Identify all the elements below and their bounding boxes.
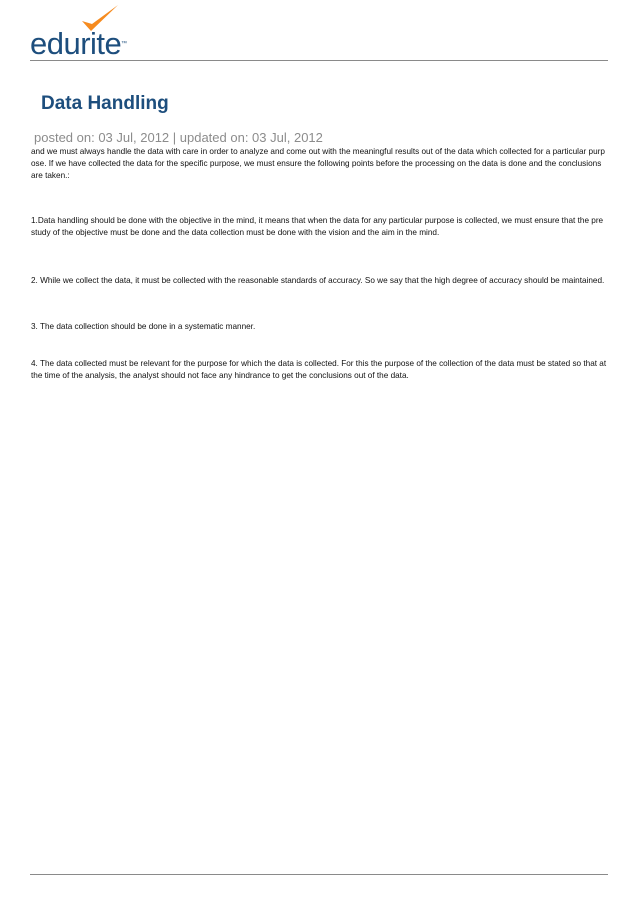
logo-trademark: ™ bbox=[121, 41, 127, 47]
point-2-paragraph: 2. While we collect the data, it must be collected with the reasonable standards of accuracy. So we say that the high degree of accuracy should be maintained. bbox=[31, 276, 605, 285]
edurite-logo[interactable] bbox=[30, 4, 130, 60]
point-3-paragraph: 3. The data collection should be done in a systematic manner. bbox=[31, 322, 256, 331]
intro-paragraph: and we must always handle the data with care in order to analyze and come out with the meaningful results out of the data which collected for a particular purpose. If we have collected the data for the specific purpose, we must ensure the following points before the processing on the data is done and the conclusions are taken.: bbox=[31, 147, 605, 180]
post-dates: posted on: 03 Jul, 2012 | updated on: 03 Jul, 2012 bbox=[34, 130, 323, 145]
footer-divider bbox=[30, 874, 608, 875]
point-1-paragraph: 1.Data handling should be done with the objective in the mind, it means that when the data for any particular purpose is collected, we must ensure that the pre study of the objective must be done and the data collection must be done with the vision and the aim in the mind. bbox=[31, 216, 604, 237]
point-4-paragraph: 4. The data collected must be relevant for the purpose for which the data is collected. For this the purpose of the collection of the data must be stated so that at the time of the analysis, the analyst should not face any hindrance to get the conclusions out of the data. bbox=[31, 359, 607, 380]
page-title: Data Handling bbox=[41, 93, 169, 114]
article-body bbox=[31, 146, 607, 382]
logo-wordmark: edurite bbox=[30, 26, 122, 61]
header-divider bbox=[30, 60, 608, 61]
